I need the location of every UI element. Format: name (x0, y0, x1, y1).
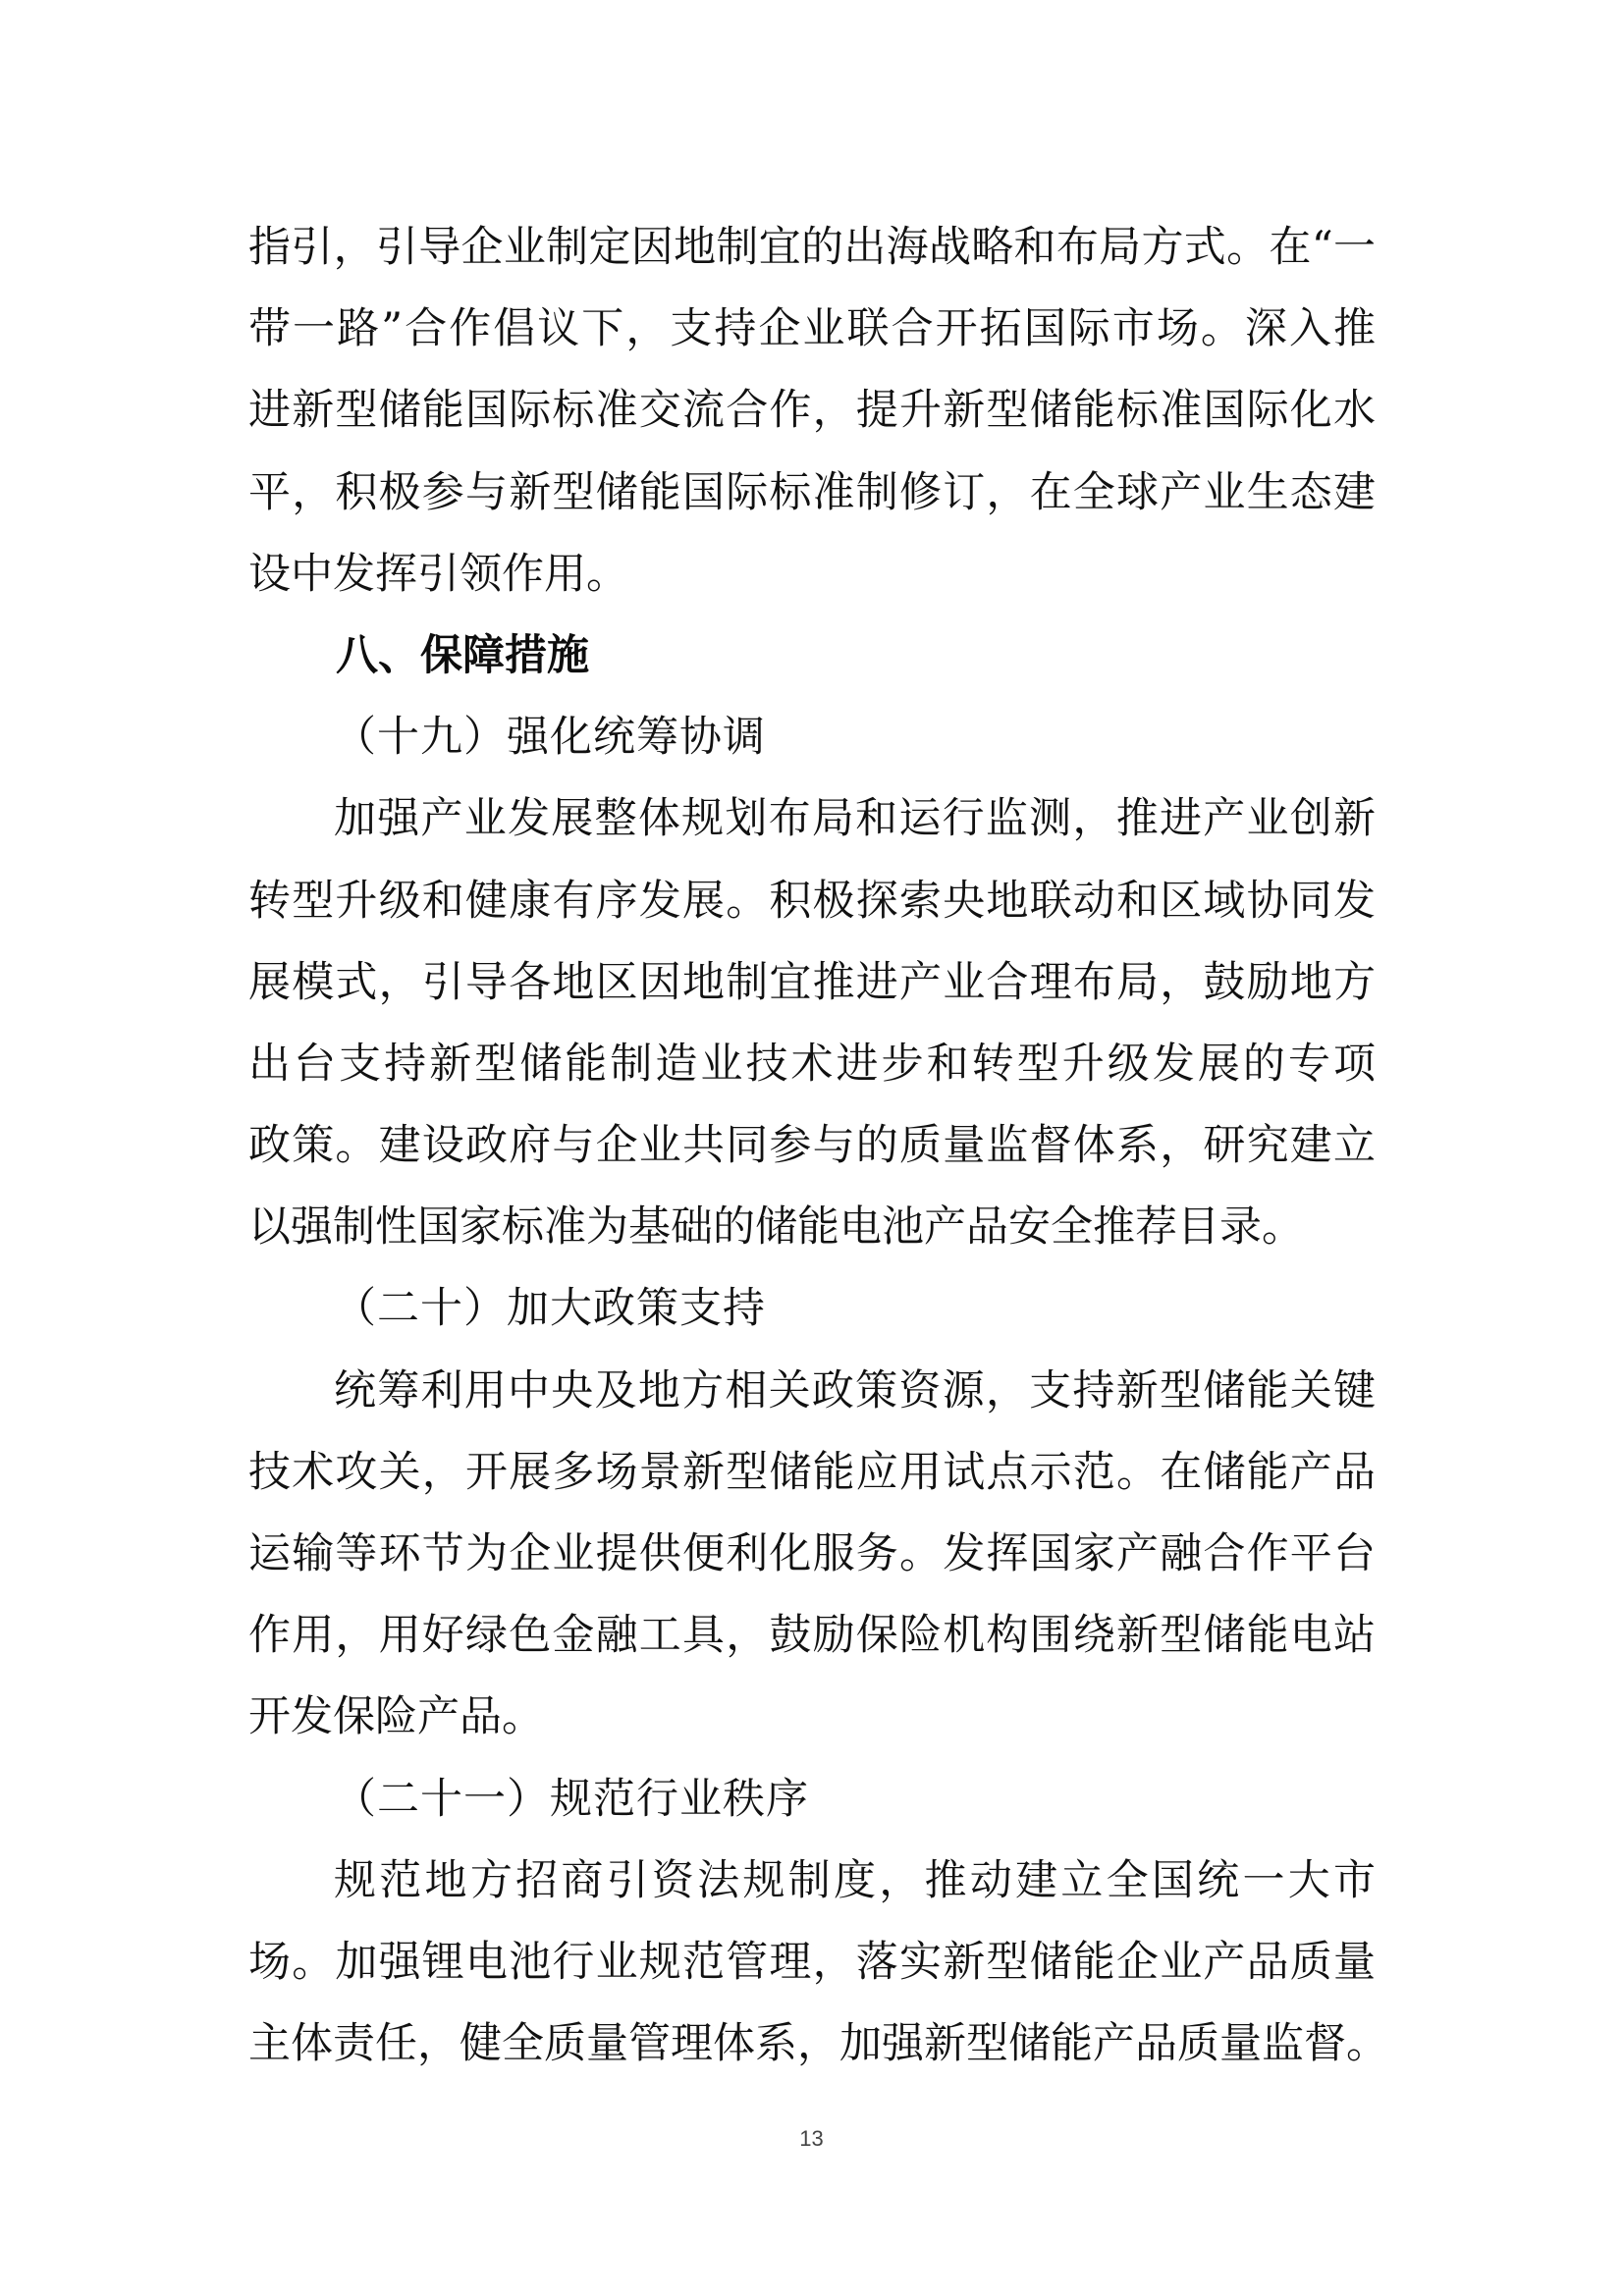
paragraph-line: 加强产业发展整体规划布局和运行监测，推进产业创新 (334, 794, 1376, 844)
body-text (248, 207, 1388, 2085)
paragraph-line: 出台支持新型储能制造业技术进步和转型升级发展的专项 (248, 1039, 1376, 1089)
paragraph-line: 展模式，引导各地区因地制宜推进产业合理布局，鼓励地方 (248, 957, 1376, 1007)
paragraph-line: 政策。建设政府与企业共同参与的质量监督体系，研究建立 (248, 1121, 1376, 1171)
paragraph-line: 作用，用好绿色金融工具，鼓励保险机构围绕新型储能电站 (248, 1611, 1376, 1661)
subsection-heading: （十九）强化统筹协调 (334, 713, 766, 763)
paragraph-line: 规范地方招商引资法规制度，推动建立全国统一大市 (334, 1855, 1376, 1905)
paragraph-line: 进新型储能国际标准交流合作，提升新型储能标准国际化水 (248, 386, 1376, 436)
paragraph-line: 带一路”合作倡议下，支持企业联合开拓国际市场。深入推 (248, 304, 1376, 354)
paragraph-line: 以强制性国家标准为基础的储能电池产品安全推荐目录。 (248, 1202, 1304, 1253)
paragraph-line: 统筹利用中央及地方相关政策资源，支持新型储能关键 (334, 1365, 1376, 1415)
paragraph-line: 运输等环节为企业提供便利化服务。发挥国家产融合作平台 (248, 1529, 1376, 1578)
paragraph-line: 开发保险产品。 (248, 1692, 544, 1742)
paragraph-line: 转型升级和健康有序发展。积极探索央地联动和区域协同发 (248, 876, 1376, 926)
paragraph-line: 场。加强锂电池行业规范管理，落实新型储能企业产品质量 (248, 1937, 1376, 1987)
subsection-heading: （二十）加大政策支持 (334, 1284, 766, 1334)
subsection-heading: （二十一）规范行业秩序 (334, 1774, 809, 1824)
page-number: 13 (799, 2126, 824, 2151)
paragraph-line: 技术攻关，开展多场景新型储能应用试点示范。在储能产品 (248, 1447, 1376, 1497)
paragraph-line: 平，积极参与新型储能国际标准制修订，在全球产业生态建 (248, 467, 1376, 517)
paragraph-line: 指引，引导企业制定因地制宜的出海战略和布局方式。在“一 (248, 223, 1376, 272)
section-heading: 八、保障措施 (336, 630, 589, 680)
paragraph-line: 设中发挥引领作用。 (248, 549, 628, 599)
paragraph-line: 主体责任，健全质量管理体系，加强新型储能产品质量监督。 (248, 2019, 1388, 2069)
